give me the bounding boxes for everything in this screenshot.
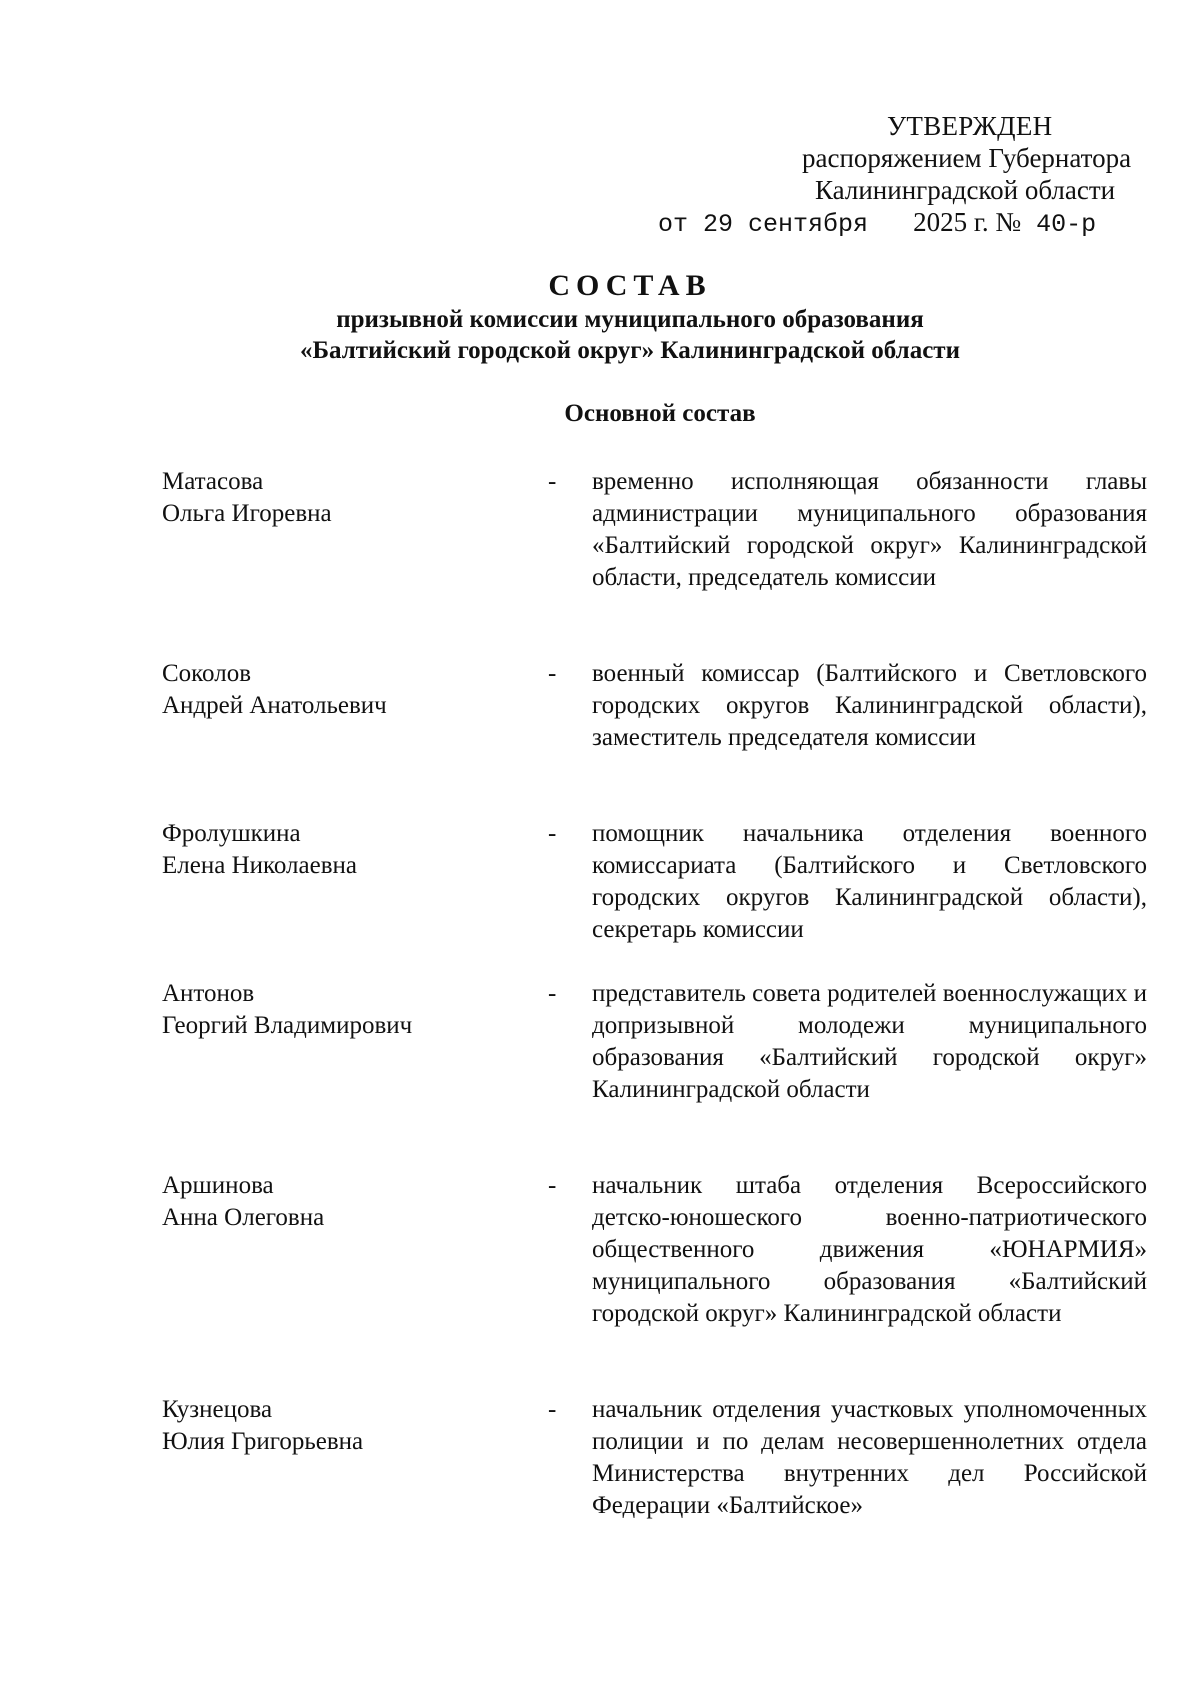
member-role: начальник отделения участковых уполномоченных полиции и по делам несовершеннолетних отдела Министерства внутренних дел Российской Федерации «Балтийское» — [592, 1396, 1147, 1519]
member-name — [162, 1394, 522, 1458]
member-dash: - — [548, 660, 557, 687]
member-given-names: Андрей Анатольевич — [162, 692, 387, 719]
member-name — [162, 818, 522, 882]
member-role: начальник штаба отделения Всероссийского детско-юношеского военно-патриотического общественного движения «ЮНАРМИЯ» муниципального образования «Балтийский городской округ» Калининградской области — [592, 1172, 1147, 1327]
member-given-names: Елена Николаевна — [162, 852, 357, 879]
member-dash: - — [548, 1172, 557, 1199]
document-subtitle-line2: «Балтийский городской округ» Калининградской области — [300, 337, 960, 364]
member-dash: - — [548, 468, 557, 495]
member-name — [162, 1170, 522, 1234]
member-surname: Матасова — [162, 468, 264, 495]
member-role: помощник начальника отделения военного комиссариата (Балтийского и Светловского городских округов Калининградской области), секретарь комиссии — [592, 820, 1147, 943]
member-role: временно исполняющая обязанности главы администрации муниципального образования «Балтийский городской округ» Калининградской области, председатель комиссии — [592, 468, 1147, 591]
member-surname: Антонов — [162, 980, 255, 1007]
member-dash: - — [548, 820, 557, 847]
member-surname: Кузнецова — [162, 1396, 273, 1423]
approval-stamp — [640, 110, 1160, 241]
approval-region: Калининградской области — [815, 175, 1116, 205]
approval-order-number: 40-р — [1036, 210, 1097, 239]
title-block — [0, 268, 1200, 366]
member-dash: - — [548, 1396, 557, 1423]
member-given-names: Анна Олеговна — [162, 1204, 325, 1231]
member-given-names: Юлия Григорьевна — [162, 1428, 364, 1455]
member-name — [162, 658, 522, 722]
document-title: СОСТАВ — [548, 269, 712, 302]
approval-by: распоряжением Губернатора — [802, 143, 1132, 173]
member-surname: Фролушкина — [162, 820, 301, 847]
approval-date-prefix: от 29 сентября — [658, 210, 869, 239]
member-role: военный комиссар (Балтийского и Светловского городских округов Калининградской области), заместитель председателя комиссии — [592, 660, 1147, 751]
document-subtitle-line1: призывной комиссии муниципального образования — [336, 306, 924, 333]
member-given-names: Георгий Владимирович — [162, 1012, 413, 1039]
member-surname: Соколов — [162, 660, 252, 687]
member-dash: - — [548, 980, 557, 1007]
approval-date — [640, 206, 1160, 241]
member-role: представитель совета родителей военнослужащих и допризывной молодежи муниципального образования «Балтийский городской округ» Калининградской области — [592, 980, 1147, 1103]
member-surname: Аршинова — [162, 1172, 274, 1199]
approval-date-number: 2025 г. № — [913, 207, 1022, 237]
member-given-names: Ольга Игоревна — [162, 500, 332, 527]
section-title: Основной состав — [564, 400, 756, 427]
member-name — [162, 466, 522, 530]
member-name — [162, 978, 522, 1042]
approval-status: УТВЕРЖДЕН — [887, 111, 1053, 141]
